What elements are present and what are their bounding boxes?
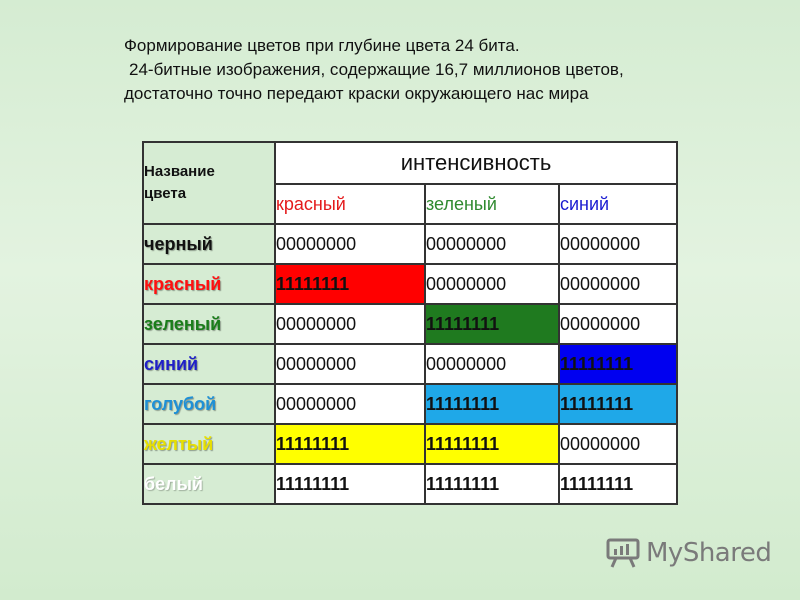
value-cell-highlighted: 11111111 [425,304,559,344]
value-cell: 00000000 [559,424,677,464]
intensity-header: интенсивность [275,142,677,184]
color-name-red: красный [143,264,275,304]
presentation-board-icon [606,537,640,569]
table-row [143,224,677,264]
intro-line-1: Формирование цветов при глубине цвета 24 бита. [124,36,520,55]
color-name-cyan: голубой [143,384,275,424]
color-name-white: белый [143,464,275,504]
value-cell-highlighted: 11111111 [275,464,425,504]
value-cell-highlighted: 11111111 [559,344,677,384]
table-row [143,464,677,504]
value-cell-highlighted: 11111111 [559,384,677,424]
table-row [143,264,677,304]
value-cell-highlighted: 11111111 [559,464,677,504]
value-cell: 00000000 [425,264,559,304]
value-cell: 00000000 [559,264,677,304]
value-cell: 00000000 [425,344,559,384]
color-name-blue: синий [143,344,275,384]
value-cell-highlighted: 11111111 [275,424,425,464]
value-cell-highlighted: 11111111 [425,464,559,504]
value-cell: 00000000 [275,224,425,264]
table-header-row [143,142,677,184]
color-table [142,141,678,505]
color-name-green: зеленый [143,304,275,344]
table-row [143,384,677,424]
color-name-yellow: желтый [143,424,275,464]
table-row [143,344,677,384]
watermark-text: MyShared [646,538,772,568]
value-cell-highlighted: 11111111 [425,384,559,424]
component-header-blue: синий [559,184,677,224]
value-cell: 00000000 [275,304,425,344]
myshared-logo [606,536,771,570]
value-cell: 00000000 [275,344,425,384]
color-name-black: черный [143,224,275,264]
intro-line-3: достаточно точно передают краски окружающего нас мира [124,84,589,103]
intro-text [124,34,764,106]
value-cell: 00000000 [425,224,559,264]
value-cell: 00000000 [559,224,677,264]
component-header-red: красный [275,184,425,224]
table-row [143,424,677,464]
intro-line-2: 24-битные изображения, содержащие 16,7 миллионов цветов, [129,60,624,79]
color-name-header-line-2: цвета [144,185,187,202]
value-cell: 00000000 [559,304,677,344]
color-name-header [143,142,275,224]
table-row [143,304,677,344]
component-header-green: зеленый [425,184,559,224]
value-cell: 00000000 [275,384,425,424]
value-cell-highlighted: 11111111 [275,264,425,304]
value-cell-highlighted: 11111111 [425,424,559,464]
color-name-header-line-1: Название [144,163,215,180]
